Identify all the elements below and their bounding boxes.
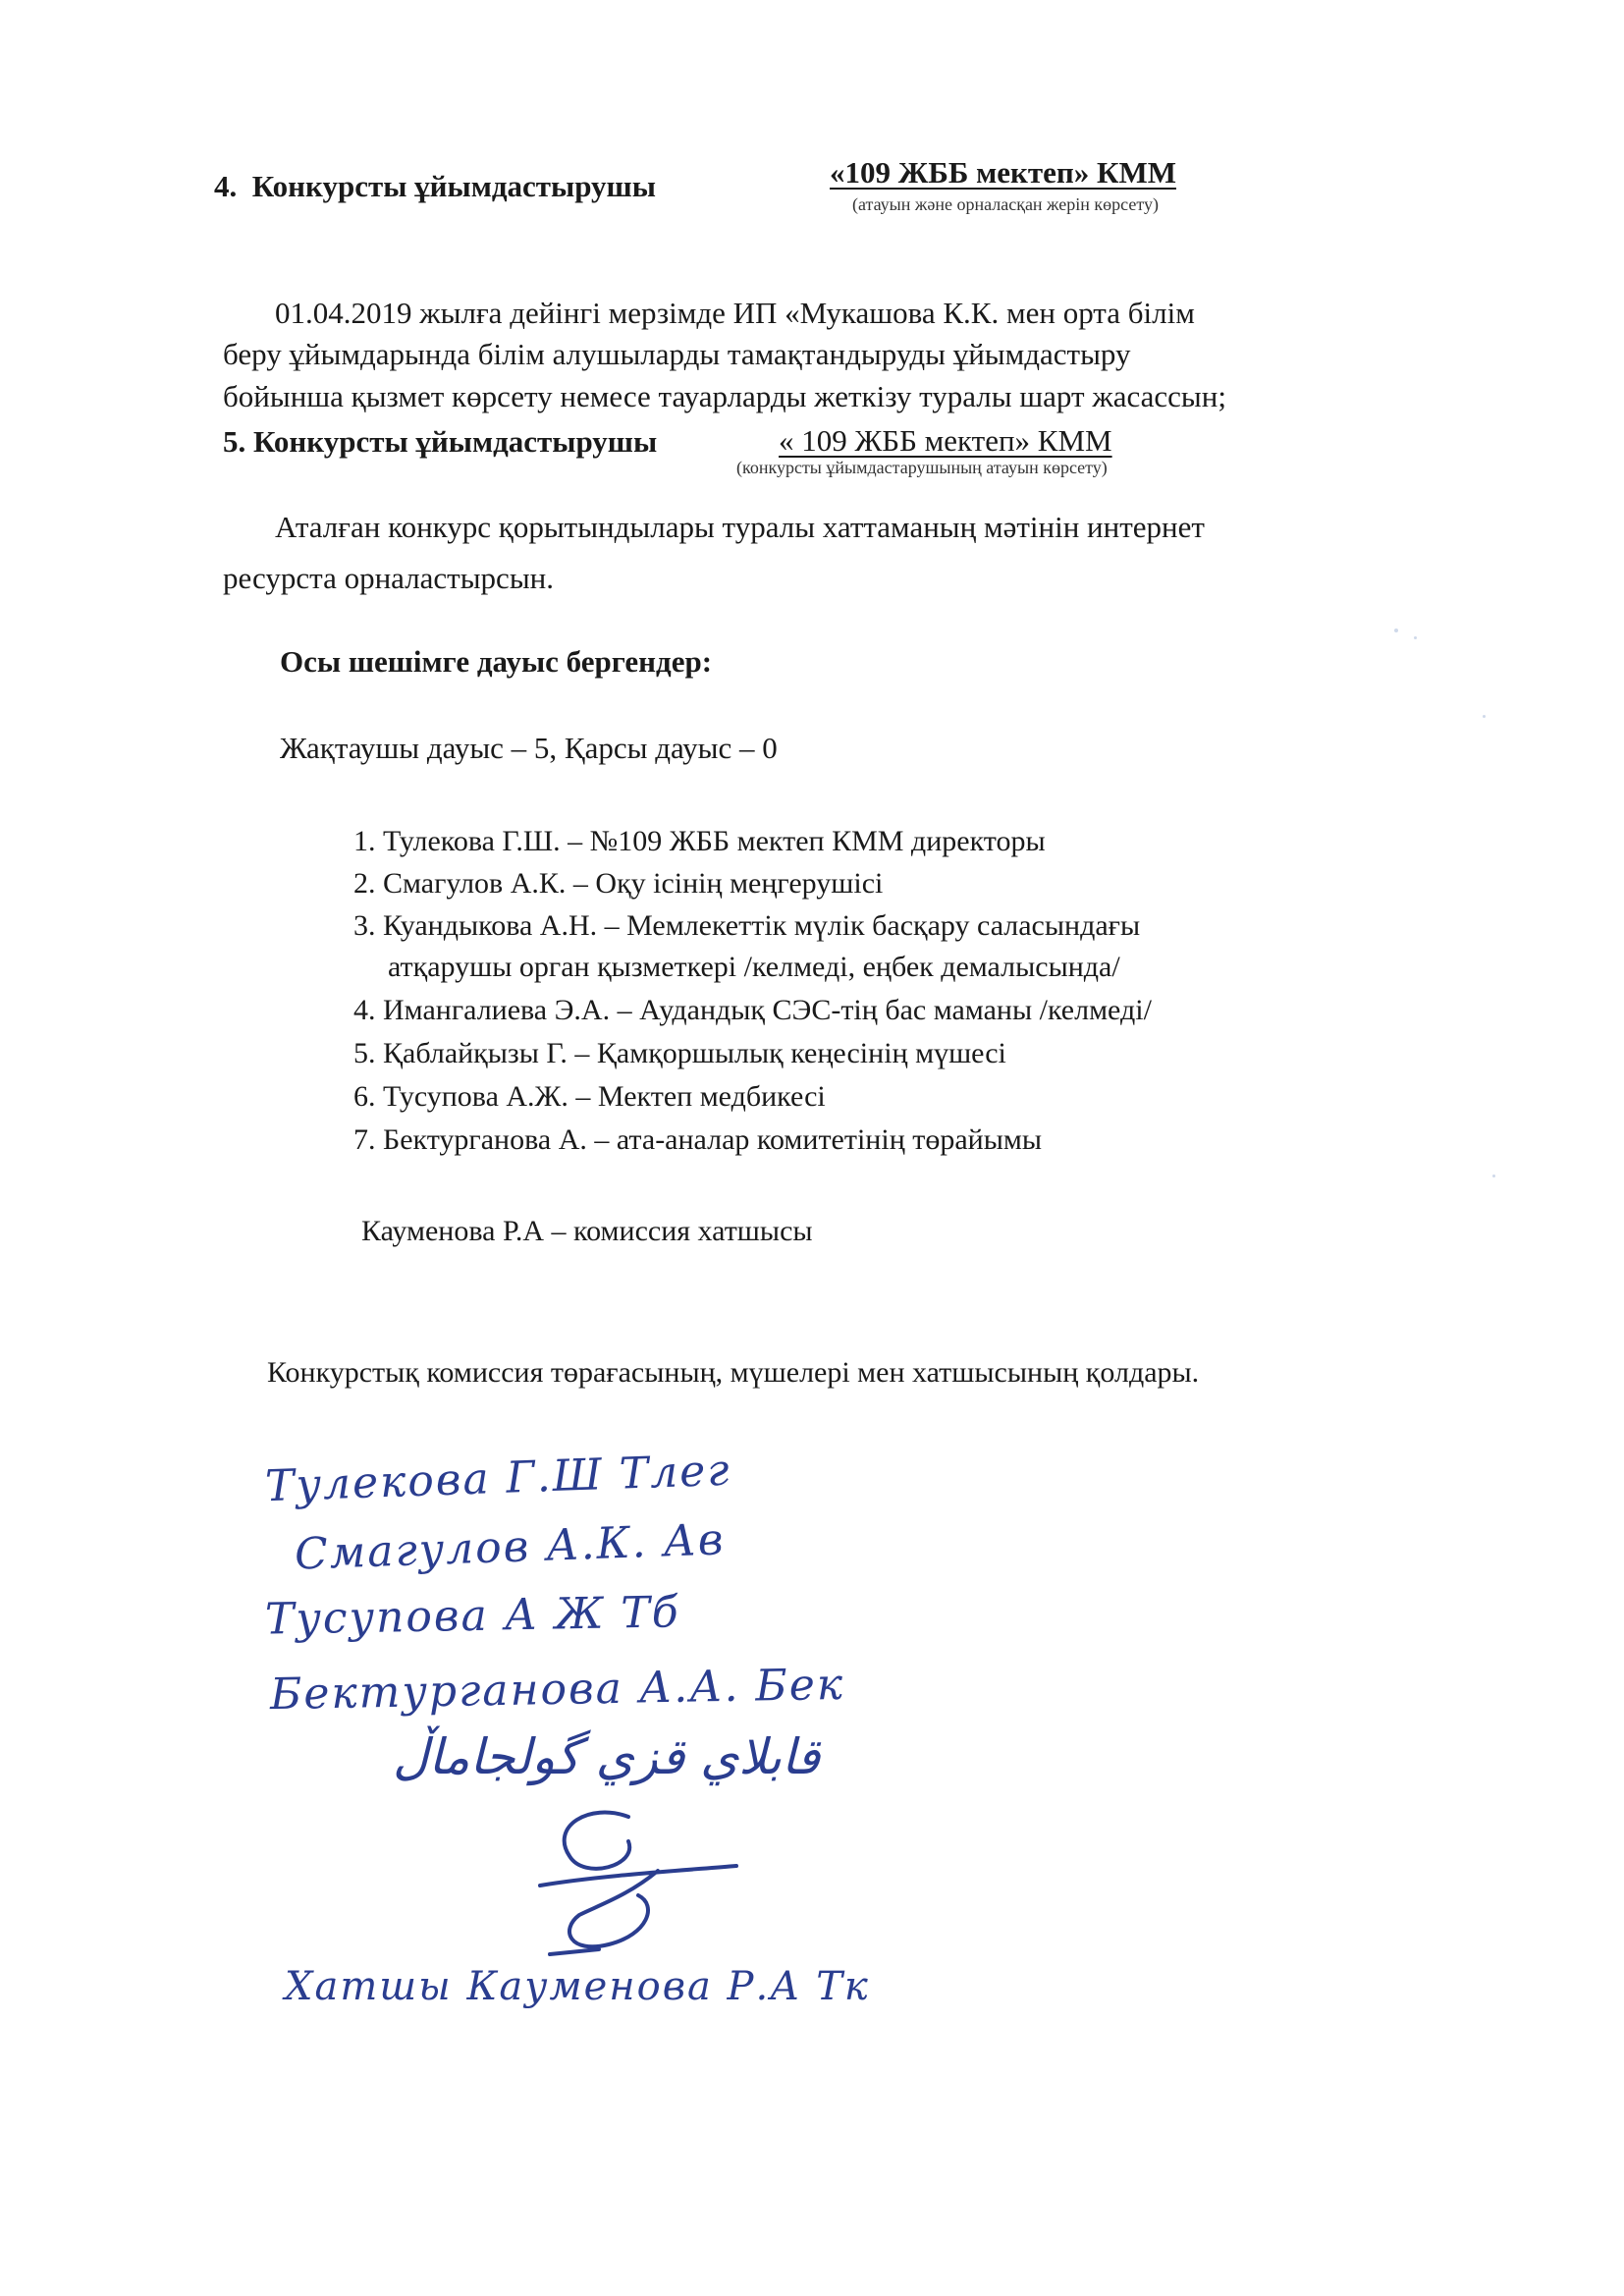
signature-smagulov: Смагулов А.К. Ав <box>294 1514 727 1580</box>
publication-line-2: ресурста орналастырсын. <box>223 561 554 595</box>
publication-line-1: Аталған конкурс қорытындылары туралы хаттаманың мәтінін интернет <box>275 510 1205 544</box>
signatures-caption: Конкурстық комиссия төрағасының, мүшелері мен хатшысының қолдары. <box>267 1356 1200 1389</box>
member-item: 3. Куандыкова А.Н. – Мемлекеттік мүлік басқару саласындағы <box>353 909 1141 942</box>
signature-tusupova: Тусупова А Ж Тб <box>264 1587 681 1645</box>
scan-speck <box>1394 629 1398 632</box>
decision-line-2: беру ұйымдарында білім алушыларды тамақтандыруды ұйымдастыру <box>223 337 1131 371</box>
scan-speck <box>1414 636 1417 639</box>
section4-heading <box>214 169 656 204</box>
secretary-line: Кауменова Р.А – комиссия хатшысы <box>361 1215 813 1247</box>
member-item: 2. Смагулов А.К. – Оқу ісінің меңгерушісі <box>353 867 884 900</box>
handwritten-signatures <box>236 1434 962 2023</box>
decision-line-3: бойынша қызмет көрсету немесе тауарларды жеткізу туралы шарт жасассын; <box>223 379 1226 413</box>
voting-heading: Осы шешімге дауыс бергендер: <box>280 644 713 679</box>
signature-arabic-script: قابلاي قزي گولجاماڵ <box>393 1728 821 1785</box>
member-item: 7. Бектурганова А. – ата-аналар комитетінің төрайымы <box>353 1123 1043 1156</box>
scan-speck <box>1492 1175 1495 1177</box>
member-item: 6. Тусупова А.Ж. – Мектеп медбикесі <box>353 1080 826 1113</box>
signature-scribble-icon <box>511 1797 746 1964</box>
section5-heading <box>223 424 657 460</box>
scan-speck <box>1483 715 1486 718</box>
signature-bekturganova: Бектурганова А.А. Бек <box>269 1659 845 1721</box>
section5-organizer: « 109 ЖББ мектеп» КММ <box>779 423 1112 458</box>
section4-number: 4. <box>214 169 238 203</box>
member-item: 5. Қаблайқызы Г. – Қамқоршылық кеңесінің мүшесі <box>353 1037 1006 1069</box>
section4-hint: (атауын және орналасқан жерін көрсету) <box>852 194 1159 214</box>
decision-line-1: 01.04.2019 жылға дейінгі мерзімде ИП «Мукашова К.К. мен орта білім <box>275 296 1195 330</box>
signature-secretary: Хатшы Кауменова Р.А Тк <box>285 1964 870 2009</box>
member-item-continuation: атқарушы орган қызметкері /келмеді, еңбек демалысында/ <box>388 951 1120 983</box>
signature-tulekova: Тулекова Г.Ш Тлег <box>264 1445 732 1512</box>
section5-label: Конкурсты ұйымдастырушы <box>253 424 658 459</box>
section5-hint: (конкурсты ұйымдастарушының атауын көрсету) <box>736 458 1108 477</box>
member-item: 4. Имангалиева Э.А. – Аудандық СЭС-тің бас маманы /келмеді/ <box>353 994 1152 1026</box>
section4-label: Конкурсты ұйымдастырушы <box>251 169 656 203</box>
voting-result: Жақтаушы дауыс – 5, Қарсы дауыс – 0 <box>280 731 778 765</box>
section5-number: 5. <box>223 424 246 459</box>
section4-organizer: «109 ЖББ мектеп» КММ <box>830 155 1176 190</box>
member-item: 1. Тулекова Г.Ш. – №109 ЖББ мектеп КММ директоры <box>353 825 1046 857</box>
